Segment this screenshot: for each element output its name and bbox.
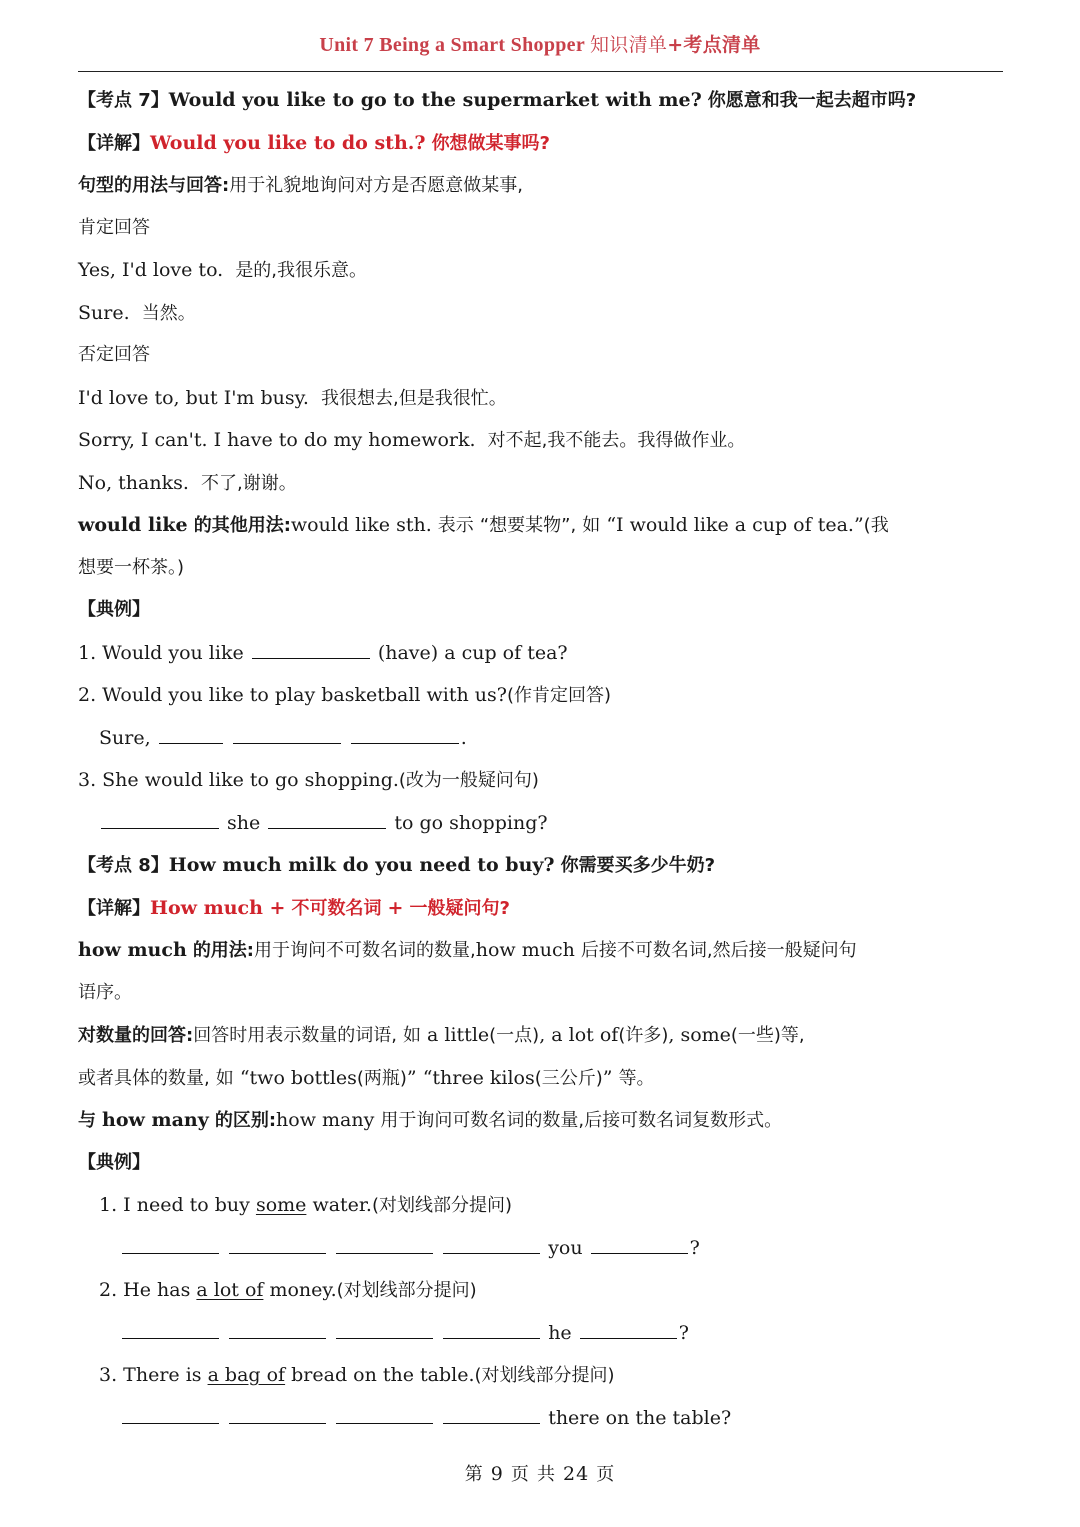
p7-ex1-a: 1. Would you like	[78, 641, 244, 664]
point7-usage	[78, 164, 1003, 207]
diff-a: how many	[276, 1109, 375, 1131]
point7-tag: 【考点 7】	[78, 90, 169, 111]
page-content	[78, 79, 1003, 1439]
neg3-en: No, thanks.	[78, 471, 189, 494]
neg3-cn: 不了,谢谢。	[200, 472, 297, 494]
detail-tag: 【详解】	[78, 132, 150, 154]
answer-o: (三公斤)	[534, 1067, 603, 1089]
answer-b: 如	[402, 1025, 421, 1046]
p7-example-3-answer	[78, 802, 1003, 845]
other-b: 表示	[437, 515, 474, 536]
header-title-cn: 知识清单	[589, 34, 668, 56]
usage8-b: how much	[475, 939, 575, 961]
p8-example-3	[78, 1354, 1003, 1397]
p8-ex1-b: water.	[312, 1194, 372, 1216]
p8-ex1-underlined: some	[255, 1194, 307, 1216]
detail8-cn2: 一般疑问句?	[409, 897, 510, 919]
p8-ex2-a: 2. He has	[99, 1279, 191, 1301]
footer-c: 共	[536, 1464, 556, 1485]
how-much-usage-2: 语序。	[78, 981, 132, 1003]
answer-l: (两瓶)	[356, 1067, 407, 1089]
p7-example-1	[78, 632, 1003, 675]
answer-e: , a lot of	[539, 1024, 619, 1046]
neg2-cn: 对不起,我不能去。我得做作业。	[487, 430, 746, 451]
point8-sentence: How much milk do you need to buy?	[168, 854, 555, 876]
p8-ex1-note: (对划线部分提问)	[371, 1195, 512, 1216]
footer-d: 页	[596, 1464, 616, 1485]
answer-h: (一些)等,	[730, 1025, 805, 1046]
other-label-cn: 的其他用法:	[193, 515, 291, 536]
how-many-difference	[78, 1099, 1003, 1142]
p8-ex1-a: 1. I need to buy	[99, 1194, 250, 1216]
page-number: 9	[490, 1463, 504, 1485]
p7-ex2-note: (作肯定回答)	[506, 685, 612, 706]
p8-ex3-end: there on the table?	[548, 1406, 732, 1429]
answer-blank[interactable]	[336, 1235, 433, 1254]
answer-blank[interactable]	[159, 725, 223, 744]
answer-blank[interactable]	[101, 810, 219, 829]
point7-cn: 你愿意和我一起去超市吗?	[707, 90, 917, 111]
p8-ex1-end: ?	[689, 1236, 700, 1259]
p8-ex3-a: 3. There is	[99, 1364, 202, 1386]
examples-label-7: 【典例】	[78, 599, 150, 620]
usage8-label-en: how much	[78, 939, 187, 961]
negative-answer-1	[78, 377, 1003, 420]
answer-m: ”	[406, 1066, 417, 1089]
answer-blank[interactable]	[229, 1405, 326, 1424]
pos2-cn: 当然。	[141, 302, 196, 324]
answer-blank[interactable]	[122, 1320, 219, 1339]
answer-d: (一点)	[489, 1025, 540, 1046]
detail8-plus: +	[387, 896, 404, 919]
usage8-label-cn: 的用法:	[192, 940, 255, 961]
answer-c: a little	[427, 1024, 490, 1046]
other-label-en: would like	[78, 514, 188, 536]
p7-ex3-end: to go shopping?	[394, 811, 548, 834]
p8-ex1-mid: you	[548, 1236, 583, 1259]
p7-ex3-note: (改为一般疑问句)	[398, 770, 539, 791]
footer-a: 第	[464, 1464, 484, 1485]
negative-label: 否定回答	[78, 344, 150, 365]
answer-g: , some	[668, 1024, 731, 1046]
point7-sentence: Would you like to go to the supermarket with me?	[168, 89, 702, 111]
p7-ex1-b: (have) a cup of tea?	[377, 641, 568, 664]
page-header	[0, 30, 1080, 57]
detail-cn: 你想做某事吗?	[431, 132, 551, 154]
answer-f: (许多)	[618, 1025, 669, 1046]
p7-example-2	[78, 674, 1003, 717]
point8-tag: 【考点 8】	[78, 855, 169, 876]
detail8-en: How much +	[150, 896, 286, 919]
answer-blank[interactable]	[233, 725, 341, 744]
examples-label-8: 【典例】	[78, 1151, 150, 1173]
other-f: (我	[863, 515, 889, 536]
neg1-cn: 我很想去,但是我很忙。	[320, 387, 507, 409]
p7-example-3	[78, 759, 1003, 802]
diff-b: 用于询问可数名词的数量,后接可数名词复数形式。	[380, 1110, 783, 1131]
detail8-tag: 【详解】	[78, 897, 150, 919]
p7-ex3-mid: she	[227, 811, 261, 834]
p7-ex3: 3. She would like to go shopping.	[78, 769, 399, 791]
answer-blank[interactable]	[268, 810, 386, 829]
point7-detail	[78, 122, 1003, 165]
how-much-usage	[78, 929, 1003, 972]
p8-example-3-answer	[78, 1397, 1003, 1440]
positive-answer-1	[78, 249, 1003, 292]
answer-k: “two bottles	[239, 1066, 357, 1089]
p8-example-2	[78, 1269, 1003, 1312]
header-title-cn-b: +考点清单	[667, 34, 761, 56]
answer-q: 等。	[618, 1067, 655, 1089]
answer-blank[interactable]	[122, 1405, 219, 1424]
p7-ex2-ans: Sure,	[99, 726, 151, 749]
quantity-answer-2	[78, 1057, 1003, 1100]
other-a: would like sth.	[290, 514, 432, 536]
pos1-cn: 是的,我很乐意。	[235, 260, 368, 281]
answer-blank[interactable]	[252, 640, 370, 659]
answer-n: “three kilos	[422, 1066, 535, 1089]
p8-ex2-end: ?	[678, 1321, 689, 1344]
p8-ex2-underlined: a lot of	[196, 1279, 264, 1301]
p8-example-1-answer	[78, 1227, 1003, 1270]
p7-example-2-answer: Sure, .	[99, 726, 467, 749]
quantity-answer	[78, 1014, 1003, 1057]
pos1-en: Yes, I'd love to.	[78, 259, 224, 281]
p8-ex2-b: money.	[269, 1279, 337, 1301]
total-pages: 24	[563, 1463, 590, 1485]
point7-heading	[78, 79, 1003, 122]
footer-b: 页	[510, 1464, 530, 1485]
answer-blank[interactable]	[122, 1235, 219, 1254]
neg2-en: Sorry, I can't. I have to do my homework.	[78, 429, 476, 451]
answer-label: 对数量的回答:	[78, 1025, 194, 1046]
answer-blank[interactable]	[229, 1235, 326, 1254]
diff-label-a: 与	[78, 1110, 96, 1131]
answer-a: 回答时用表示数量的词语,	[193, 1025, 397, 1046]
usage8-c: 后接不可数名词,然后接一般疑问句	[580, 940, 857, 961]
answer-p: ”	[602, 1066, 613, 1089]
answer-i: 或者具体的数量,	[78, 1067, 210, 1089]
diff-label-b: how many	[102, 1109, 209, 1131]
point8-detail	[78, 887, 1003, 930]
other-c: “想要某物”,	[479, 515, 577, 536]
answer-blank[interactable]	[580, 1320, 677, 1339]
negative-answer-2	[78, 419, 1003, 462]
point8-cn: 你需要买多少牛奶?	[560, 855, 716, 876]
p7-ex2: 2. Would you like to play basketball with us?	[78, 684, 507, 706]
pos2-en: Sure.	[78, 301, 130, 324]
answer-blank[interactable]	[443, 1235, 540, 1254]
point8-heading	[78, 844, 1003, 887]
answer-blank[interactable]	[336, 1405, 433, 1424]
other-d: 如	[582, 515, 601, 536]
answer-blank[interactable]	[351, 725, 459, 744]
usage-label: 句型的用法与回答:	[78, 175, 230, 196]
neg1-en: I'd love to, but I'm busy.	[78, 386, 309, 409]
detail-en: Would you like to do sth.?	[150, 131, 426, 154]
answer-blank[interactable]	[443, 1405, 540, 1424]
answer-j: 如	[215, 1067, 234, 1089]
other-e: “I would like a cup of tea.”	[606, 514, 864, 536]
page-footer	[0, 1460, 1080, 1486]
p8-ex2-mid: he	[548, 1321, 572, 1344]
usage8-a: 用于询问不可数名词的数量,	[254, 940, 476, 961]
p8-ex3-underlined: a bag of	[207, 1364, 286, 1386]
p8-example-1	[78, 1184, 1003, 1227]
answer-blank[interactable]	[591, 1235, 688, 1254]
answer-blank[interactable]	[443, 1320, 540, 1339]
other-usage-line	[78, 504, 1003, 547]
p8-ex2-note: (对划线部分提问)	[336, 1280, 477, 1301]
answer-blank[interactable]	[336, 1320, 433, 1339]
negative-answer-3	[78, 462, 1003, 505]
header-title-en: Unit 7 Being a Smart Shopper	[319, 34, 585, 56]
other-usage-line-2: 想要一杯茶。)	[78, 556, 185, 578]
header-rule	[78, 71, 1003, 72]
usage-text: 用于礼貌地询问对方是否愿意做某事,	[229, 175, 523, 196]
detail8-cn1: 不可数名词	[291, 897, 382, 919]
p8-example-2-answer	[78, 1312, 1003, 1355]
answer-blank[interactable]	[229, 1320, 326, 1339]
positive-label: 肯定回答	[78, 216, 150, 238]
p8-ex3-note: (对划线部分提问)	[474, 1365, 615, 1386]
positive-answer-2	[78, 292, 1003, 335]
diff-label-c: 的区别:	[214, 1110, 277, 1131]
p8-ex3-b: bread on the table.	[291, 1364, 475, 1386]
